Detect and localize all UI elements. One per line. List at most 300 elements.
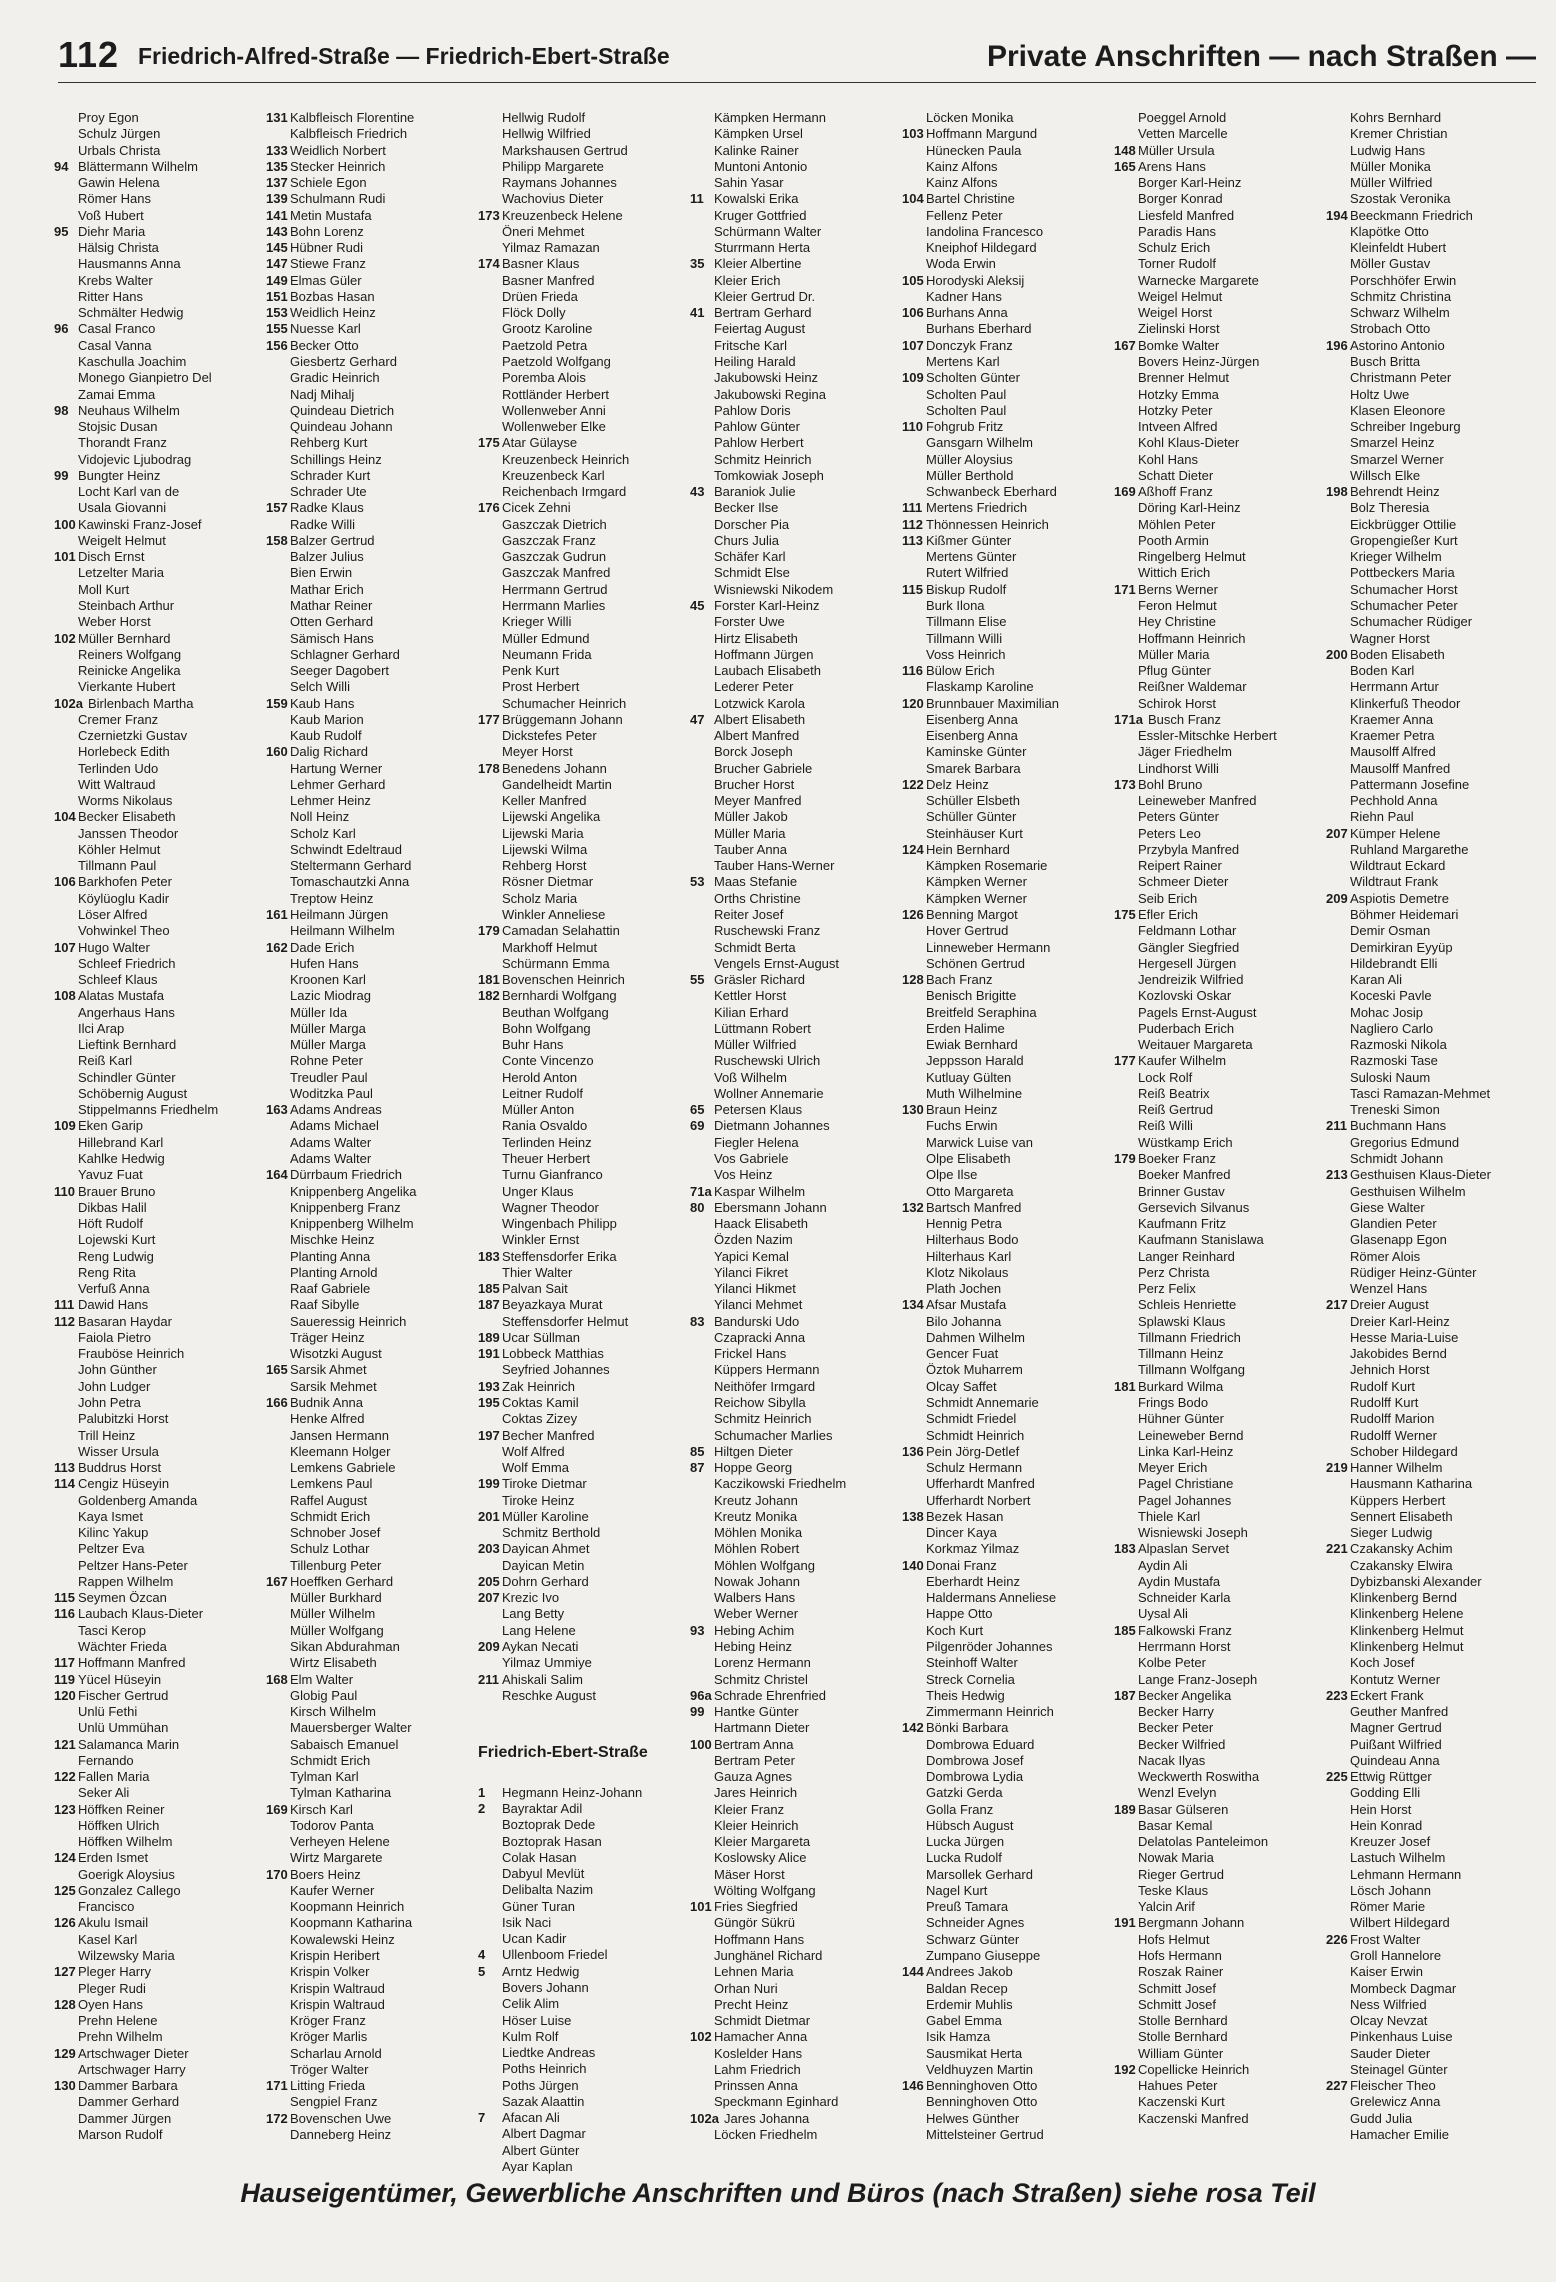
- directory-column: [54, 110, 264, 2160]
- resident-name: Müller Wilfried: [1350, 175, 1433, 191]
- directory-entry: [266, 1834, 476, 1850]
- directory-entry: [690, 273, 900, 289]
- resident-name: Burhans Eberhard: [926, 321, 1032, 337]
- resident-name: Höffken Wilhelm: [78, 1834, 173, 1850]
- directory-entry: [266, 2062, 476, 2078]
- directory-entry: [1326, 696, 1536, 712]
- directory-entry: [1114, 777, 1324, 793]
- resident-name: Radke Klaus: [290, 500, 364, 516]
- directory-entry: [690, 1932, 900, 1948]
- house-number: 207: [478, 1590, 500, 1606]
- resident-name: Kaub Hans: [290, 695, 355, 711]
- directory-column: [1326, 110, 1536, 2160]
- house-number: 187: [478, 1297, 500, 1313]
- directory-entry: [54, 696, 264, 712]
- directory-entry: [478, 1249, 688, 1265]
- house-number: 201: [478, 1508, 500, 1524]
- directory-entry: [1326, 370, 1536, 386]
- directory-entry: [478, 1525, 688, 1541]
- house-number: 148: [1114, 142, 1136, 158]
- house-number: 96a: [690, 1687, 712, 1703]
- resident-name: Herold Anton: [502, 1069, 578, 1085]
- resident-name: Scholz Maria: [502, 890, 578, 906]
- directory-entry: [54, 1867, 264, 1883]
- resident-name: Jakubowski Heinz: [714, 370, 819, 386]
- house-number: 187: [1114, 1687, 1136, 1703]
- resident-name: Kreuzer Josef: [1350, 1834, 1431, 1850]
- directory-entry: [690, 1558, 900, 1574]
- directory-entry: [1114, 1623, 1324, 1639]
- directory-entry: [1114, 744, 1324, 760]
- house-number: 209: [1326, 890, 1348, 906]
- resident-name: Voss Heinrich: [926, 646, 1006, 662]
- directory-entry: [54, 1216, 264, 1232]
- resident-name: Schrade Ehrenfried: [714, 1687, 827, 1703]
- resident-name: Copellicke Heinrich: [1138, 2061, 1250, 2077]
- house-number: 55: [690, 972, 705, 988]
- directory-entry: [266, 403, 476, 419]
- directory-entry: [690, 1053, 900, 1069]
- directory-entry: [1326, 1070, 1536, 1086]
- directory-entry: [902, 191, 1112, 207]
- resident-name: Coktas Zizey: [502, 1411, 578, 1427]
- directory-entry: [1326, 1932, 1536, 1948]
- resident-name: Gabel Emma: [926, 2013, 1002, 2029]
- directory-columns: [54, 110, 1536, 2174]
- house-number: 102: [690, 2029, 712, 2045]
- directory-entry: [54, 842, 264, 858]
- resident-name: Aykan Necati: [502, 1638, 579, 1654]
- resident-name: Boers Heinz: [290, 1866, 361, 1882]
- directory-entry: [902, 842, 1112, 858]
- directory-entry: [1114, 1541, 1324, 1557]
- directory-entry: [902, 1216, 1112, 1232]
- resident-name: Weigel Horst: [1138, 305, 1213, 321]
- directory-entry: [690, 1590, 900, 1606]
- resident-name: Becker Elisabeth: [78, 809, 176, 825]
- directory-entry: [478, 224, 688, 240]
- resident-name: Gaszczak Gudrun: [502, 549, 607, 565]
- resident-name: Wirtz Elisabeth: [290, 1655, 377, 1671]
- directory-entry: [478, 1996, 688, 2012]
- directory-entry: [1114, 175, 1324, 191]
- resident-name: Arntz Hedwig: [502, 1963, 580, 1979]
- resident-name: Verheyen Helene: [290, 1834, 390, 1850]
- resident-name: Raaf Sibylle: [290, 1297, 360, 1313]
- resident-name: Kaschulla Joachim: [78, 353, 187, 369]
- resident-name: Özden Nazim: [714, 1232, 793, 1248]
- directory-entry: [1114, 143, 1324, 159]
- directory-entry: [266, 988, 476, 1004]
- resident-name: Löcken Friedhelm: [714, 2126, 818, 2142]
- directory-entry: [902, 1948, 1112, 1964]
- directory-entry: [902, 712, 1112, 728]
- directory-entry: [1114, 1200, 1324, 1216]
- directory-entry: [902, 728, 1112, 744]
- resident-name: Klinkerfuß Theodor: [1350, 695, 1461, 711]
- resident-name: Pahlow Herbert: [714, 435, 804, 451]
- directory-entry: [1114, 956, 1324, 972]
- resident-name: Haldermans Anneliese: [926, 1590, 1057, 1606]
- resident-name: Razmoski Nikola: [1350, 1037, 1447, 1053]
- resident-name: Weidlich Heinz: [290, 305, 376, 321]
- directory-entry: [902, 940, 1112, 956]
- resident-name: Vierkante Hubert: [78, 679, 176, 695]
- resident-name: Becker Wilfried: [1138, 1736, 1226, 1752]
- resident-name: Hanner Wilhelm: [1350, 1460, 1443, 1476]
- directory-entry: [54, 419, 264, 435]
- resident-name: Tillenburg Peter: [290, 1557, 382, 1573]
- resident-name: Jeppsson Harald: [926, 1053, 1024, 1069]
- resident-name: Tröger Walter: [290, 2061, 369, 2077]
- house-number: 149: [266, 272, 288, 288]
- resident-name: Porschhöfer Erwin: [1350, 272, 1457, 288]
- resident-name: Steffensdorfer Erika: [502, 1248, 617, 1264]
- directory-entry: [902, 1444, 1112, 1460]
- directory-entry: [266, 891, 476, 907]
- directory-entry: [690, 1737, 900, 1753]
- house-number: 93: [690, 1622, 705, 1638]
- directory-column: [902, 110, 1112, 2160]
- directory-entry: [902, 143, 1112, 159]
- resident-name: Kreuzenbeck Karl: [502, 467, 605, 483]
- resident-name: Liedtke Andreas: [502, 2045, 596, 2061]
- directory-entry: [1114, 826, 1324, 842]
- directory-entry: [902, 321, 1112, 337]
- resident-name: Krispin Heribert: [290, 1948, 380, 1964]
- house-number: 109: [54, 1118, 76, 1134]
- directory-entry: [690, 874, 900, 890]
- house-number: 221: [1326, 1541, 1348, 1557]
- resident-name: Schulz Jürgen: [78, 126, 161, 142]
- directory-entry: [478, 403, 688, 419]
- resident-name: Szostak Veronika: [1350, 191, 1451, 207]
- directory-entry: [478, 582, 688, 598]
- directory-entry: [902, 1118, 1112, 1134]
- resident-name: Müller Ursula: [1138, 142, 1215, 158]
- directory-entry: [690, 143, 900, 159]
- directory-entry: [1326, 1818, 1536, 1834]
- directory-entry: [902, 2094, 1112, 2110]
- resident-name: Czakansky Achim: [1350, 1541, 1453, 1557]
- resident-name: Wollner Annemarie: [714, 1085, 824, 1101]
- resident-name: Tauber Anna: [714, 841, 788, 857]
- house-number: 157: [266, 500, 288, 516]
- resident-name: Hünecken Paula: [926, 142, 1022, 158]
- resident-name: Reichow Sibylla: [714, 1394, 806, 1410]
- directory-entry: [54, 1070, 264, 1086]
- resident-name: Kozlovski Oskar: [1138, 988, 1232, 1004]
- resident-name: Leineweber Manfred: [1138, 793, 1257, 809]
- resident-name: Kalbfleisch Friedrich: [290, 126, 408, 142]
- resident-name: Dybizbanski Alexander: [1350, 1573, 1482, 1589]
- resident-name: Albert Elisabeth: [714, 711, 806, 727]
- directory-entry: [266, 338, 476, 354]
- resident-name: Lijewski Wilma: [502, 841, 588, 857]
- resident-name: Dayican Ahmet: [502, 1541, 590, 1557]
- resident-name: Bülow Erich: [926, 663, 995, 679]
- directory-entry: [1326, 452, 1536, 468]
- resident-name: Klasen Eleonore: [1350, 402, 1446, 418]
- house-number: 223: [1326, 1687, 1348, 1703]
- resident-name: Krispin Volker: [290, 1964, 370, 1980]
- directory-entry: [690, 1899, 900, 1915]
- directory-entry: [54, 1021, 264, 1037]
- house-number: 167: [266, 1573, 288, 1589]
- resident-name: Gesthuisen Klaus-Dieter: [1350, 1167, 1491, 1183]
- resident-name: Benning Margot: [926, 907, 1018, 923]
- resident-name: Forster Karl-Heinz: [714, 597, 820, 613]
- resident-name: Disch Ernst: [78, 549, 145, 565]
- resident-name: Speckmann Eginhard: [714, 2094, 839, 2110]
- resident-name: Arens Hans: [1138, 158, 1206, 174]
- resident-name: Bertram Gerhard: [714, 305, 812, 321]
- resident-name: Brinner Gustav: [1138, 1183, 1225, 1199]
- resident-name: Kohrs Bernhard: [1350, 110, 1442, 125]
- directory-entry: [1326, 1802, 1536, 1818]
- resident-name: Celik Alim: [502, 1996, 560, 2012]
- resident-name: Delz Heinz: [926, 776, 989, 792]
- directory-entry: [1114, 1883, 1324, 1899]
- directory-entry: [690, 110, 900, 126]
- directory-entry: [690, 1151, 900, 1167]
- directory-entry: [902, 354, 1112, 370]
- house-number: 122: [902, 776, 924, 792]
- house-number: 197: [478, 1427, 500, 1443]
- resident-name: Gregorius Edmund: [1350, 1134, 1460, 1150]
- house-number: 140: [902, 1557, 924, 1573]
- resident-name: Rehberg Horst: [502, 858, 587, 874]
- resident-name: Rösner Dietmar: [502, 874, 594, 890]
- directory-entry: [478, 1086, 688, 1102]
- directory-entry: [902, 387, 1112, 403]
- resident-name: Wirtz Margarete: [290, 1850, 383, 1866]
- resident-name: Dikbas Halil: [78, 1199, 147, 1215]
- resident-name: Schmitz Heinrich: [714, 1411, 812, 1427]
- resident-name: Brüggemann Johann: [502, 711, 623, 727]
- directory-entry: [1326, 874, 1536, 890]
- resident-name: Dietmann Johannes: [714, 1118, 830, 1134]
- resident-name: Zamai Emma: [78, 386, 156, 402]
- house-number: 129: [54, 2045, 76, 2061]
- directory-entry: [1114, 452, 1324, 468]
- resident-name: Linka Karl-Heinz: [1138, 1443, 1234, 1459]
- directory-entry: [266, 1102, 476, 1118]
- directory-entry: [902, 777, 1112, 793]
- resident-name: Moll Kurt: [78, 581, 130, 597]
- directory-entry: [478, 858, 688, 874]
- directory-entry: [1114, 1802, 1324, 1818]
- resident-name: Hufen Hans: [290, 955, 359, 971]
- resident-name: Linneweber Hermann: [926, 939, 1051, 955]
- house-number: 103: [902, 126, 924, 142]
- resident-name: Rappen Wilhelm: [78, 1573, 174, 1589]
- directory-entry: [1326, 842, 1536, 858]
- house-number: 100: [54, 516, 76, 532]
- directory-entry: [54, 1997, 264, 2013]
- directory-entry: [266, 631, 476, 647]
- directory-entry: [266, 1476, 476, 1492]
- resident-name: Woda Erwin: [926, 256, 996, 272]
- directory-entry: [266, 1379, 476, 1395]
- directory-entry: [690, 663, 900, 679]
- house-number: 112: [902, 516, 923, 532]
- resident-name: Hein Konrad: [1350, 1817, 1423, 1833]
- resident-name: Mausolff Alfred: [1350, 744, 1436, 760]
- directory-entry: [1114, 1428, 1324, 1444]
- resident-name: Nagel Kurt: [926, 1882, 988, 1898]
- resident-name: Krispin Waltraud: [290, 1996, 385, 2012]
- directory-entry: [690, 565, 900, 581]
- resident-name: Treneski Simon: [1350, 1102, 1440, 1118]
- directory-entry: [902, 1818, 1112, 1834]
- directory-entry: [478, 891, 688, 907]
- directory-entry: [54, 1135, 264, 1151]
- directory-entry: [54, 940, 264, 956]
- directory-entry: [266, 940, 476, 956]
- directory-column: [478, 110, 688, 2174]
- house-number: 119: [54, 1671, 75, 1687]
- directory-entry: [266, 1265, 476, 1281]
- resident-name: Müller Burkhard: [290, 1590, 382, 1606]
- resident-name: Hugo Walter: [78, 939, 150, 955]
- directory-entry: [478, 1931, 688, 1947]
- resident-name: Jansen Hermann: [290, 1427, 389, 1443]
- resident-name: Müller Berthold: [926, 467, 1014, 483]
- directory-entry: [1114, 842, 1324, 858]
- resident-name: Nuesse Karl: [290, 321, 361, 337]
- resident-name: Olpe Ilse: [926, 1167, 978, 1183]
- resident-name: Wenzel Hans: [1350, 1281, 1428, 1297]
- resident-name: Monego Gianpietro Del: [78, 370, 212, 386]
- resident-name: Prost Herbert: [502, 679, 580, 695]
- directory-entry: [1114, 1362, 1324, 1378]
- resident-name: Smarzel Werner: [1350, 451, 1444, 467]
- resident-name: Tillmann Paul: [78, 858, 157, 874]
- resident-name: Proy Egon: [78, 110, 139, 125]
- resident-name: Kowalewski Heinz: [290, 1931, 395, 1947]
- resident-name: Müller Marga: [290, 1037, 366, 1053]
- resident-name: Rutert Wilfried: [926, 565, 1009, 581]
- resident-name: Ucar Süllman: [502, 1329, 581, 1345]
- resident-name: Kleemann Holger: [290, 1443, 391, 1459]
- directory-entry: [54, 744, 264, 760]
- resident-name: Yilmaz Ummiye: [502, 1655, 592, 1671]
- directory-entry: [1114, 305, 1324, 321]
- resident-name: Seymen Özcan: [78, 1590, 167, 1606]
- resident-name: Kämpken Hermann: [714, 110, 826, 125]
- directory-entry: [902, 565, 1112, 581]
- resident-name: Lang Betty: [502, 1606, 565, 1622]
- resident-name: Kremer Christian: [1350, 126, 1448, 142]
- directory-entry: [902, 419, 1112, 435]
- resident-name: Meyer Horst: [502, 744, 573, 760]
- resident-name: Muth Wilhelmine: [926, 1085, 1023, 1101]
- house-number: 111: [902, 500, 923, 516]
- directory-entry: [1326, 1200, 1536, 1216]
- directory-entry: [478, 419, 688, 435]
- resident-name: Borck Joseph: [714, 744, 793, 760]
- directory-entry: [478, 940, 688, 956]
- resident-name: Vengels Ernst-August: [714, 955, 840, 971]
- resident-name: Krebs Walter: [78, 272, 153, 288]
- directory-entry: [266, 484, 476, 500]
- directory-entry: [690, 1135, 900, 1151]
- directory-entry: [902, 1086, 1112, 1102]
- resident-name: Boeker Franz: [1138, 1151, 1217, 1166]
- house-number: 4: [478, 1947, 486, 1963]
- directory-entry: [266, 533, 476, 549]
- directory-entry: [902, 1655, 1112, 1671]
- house-number: 136: [902, 1443, 924, 1459]
- house-number: 178: [478, 760, 500, 776]
- resident-name: Unlü Fethi: [78, 1704, 138, 1720]
- directory-entry: [54, 1037, 264, 1053]
- directory-entry: [266, 1005, 476, 1021]
- directory-entry: [690, 1883, 900, 1899]
- resident-name: Zak Heinrich: [502, 1378, 575, 1394]
- directory-entry: [1326, 1639, 1536, 1655]
- directory-entry: [478, 1964, 688, 1980]
- resident-name: Unger Klaus: [502, 1183, 574, 1199]
- directory-entry: [1326, 256, 1536, 272]
- directory-entry: [902, 1785, 1112, 1801]
- directory-entry: [54, 631, 264, 647]
- directory-entry: [1114, 1590, 1324, 1606]
- resident-name: Gaszczak Franz: [502, 532, 596, 548]
- resident-name: Lojewski Kurt: [78, 1232, 156, 1248]
- resident-name: Scholz Karl: [290, 825, 356, 841]
- directory-entry: [478, 1850, 688, 1866]
- resident-name: Walbers Hans: [714, 1590, 796, 1606]
- house-number: 87: [690, 1460, 705, 1476]
- directory-entry: [54, 777, 264, 793]
- resident-name: Reiners Wolfgang: [78, 646, 182, 662]
- directory-entry: [1114, 549, 1324, 565]
- directory-entry: [478, 2126, 688, 2142]
- directory-entry: [902, 1997, 1112, 2013]
- directory-entry: [54, 1314, 264, 1330]
- house-number: 213: [1326, 1167, 1348, 1183]
- resident-name: Mathar Reiner: [290, 597, 373, 613]
- resident-name: Schneider Agnes: [926, 1915, 1025, 1931]
- directory-entry: [1114, 1151, 1324, 1167]
- resident-name: Zumpano Giuseppe: [926, 1948, 1041, 1964]
- resident-name: Weber Werner: [714, 1606, 799, 1622]
- directory-entry: [1114, 1167, 1324, 1183]
- house-number: 102a: [690, 2110, 719, 2126]
- resident-name: Kleier Erich: [714, 272, 781, 288]
- resident-name: Gropengießer Kurt: [1350, 532, 1458, 548]
- resident-name: Lemkens Paul: [290, 1476, 373, 1492]
- directory-entry: [54, 1330, 264, 1346]
- resident-name: Kruger Gottfried: [714, 207, 807, 223]
- resident-name: Schrader Ute: [290, 484, 367, 500]
- resident-name: Schwanbeck Eberhard: [926, 484, 1057, 500]
- directory-entry: [54, 1428, 264, 1444]
- resident-name: Ewiak Bernhard: [926, 1037, 1018, 1053]
- house-number: 101: [54, 549, 76, 565]
- directory-entry: [478, 1297, 688, 1313]
- directory-entry: [1114, 1444, 1324, 1460]
- resident-name: Feiertag August: [714, 321, 806, 337]
- resident-name: Fohgrub Fritz: [926, 419, 1004, 435]
- resident-name: Aydin Mustafa: [1138, 1573, 1221, 1589]
- resident-name: Schreiber Ingeburg: [1350, 419, 1461, 435]
- directory-entry: [478, 1346, 688, 1362]
- directory-entry: [1114, 1330, 1324, 1346]
- resident-name: Cremer Franz: [78, 711, 159, 727]
